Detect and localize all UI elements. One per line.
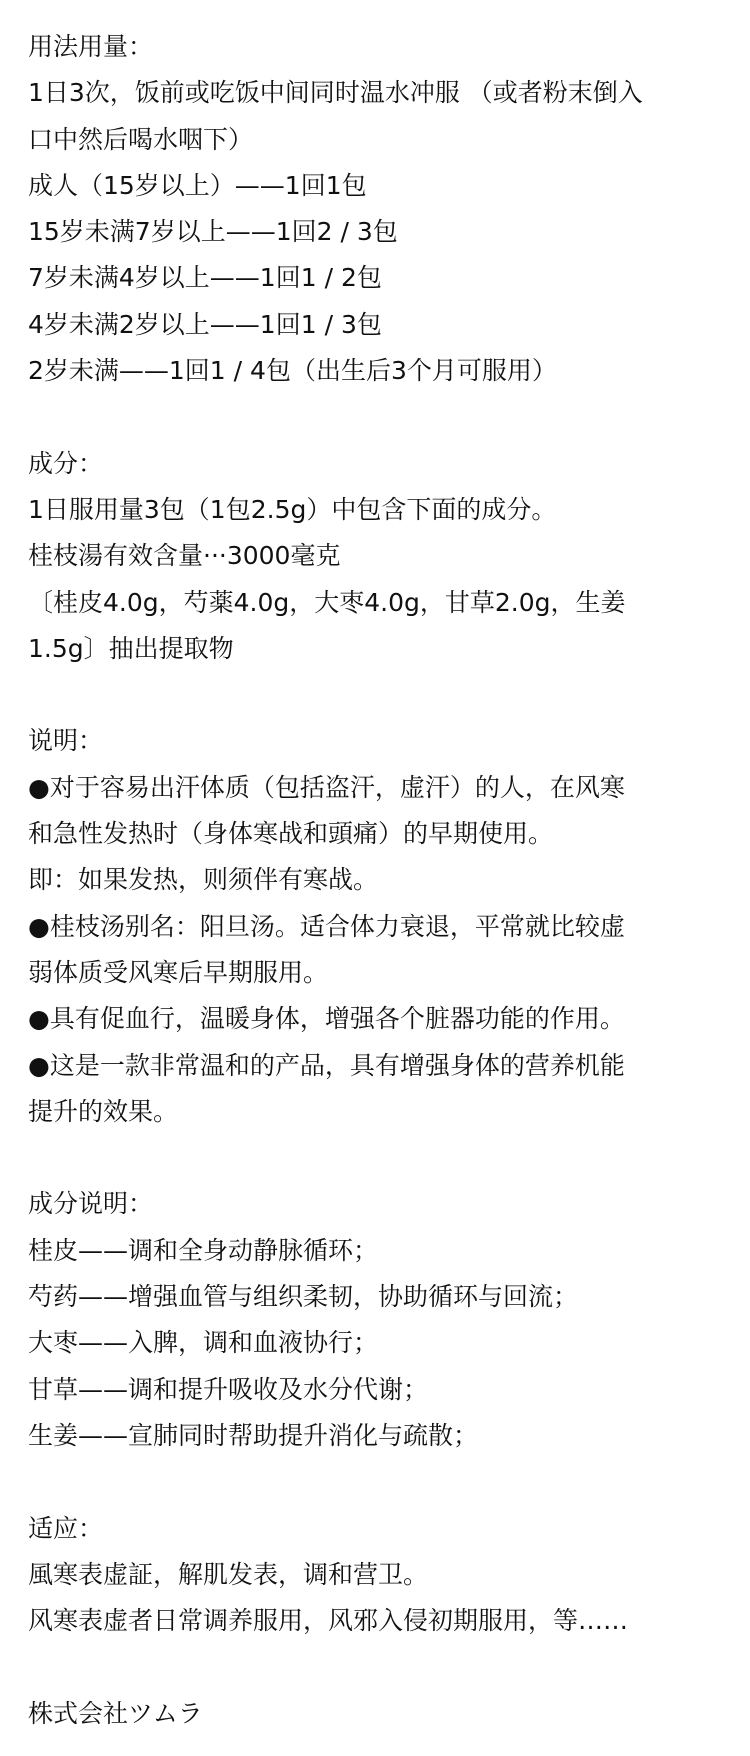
spacer xyxy=(28,1135,722,1181)
spacer xyxy=(28,672,722,718)
section-heading-description: 说明： xyxy=(28,726,104,756)
dosage-line: 15岁未满7岁以上——1回2 / 3包 xyxy=(28,217,398,247)
description-line: ●具有促血行，温暖身体，增强各个脏器功能的作用。 xyxy=(28,1004,625,1034)
ingredients-line: 1日服用量3包（1包2.5g）中包含下面的成分。 xyxy=(28,494,557,524)
dosage-line: 成人（15岁以上）——1回1包 xyxy=(28,170,367,200)
section-heading-indications: 适应： xyxy=(28,1513,104,1543)
section-heading-ingredients: 成分： xyxy=(28,448,104,478)
ingredient-note-line: 桂皮——调和全身动静脉循环； xyxy=(28,1235,379,1265)
ingredient-note-line: 甘草——调和提升吸收及水分代谢； xyxy=(28,1374,429,1404)
dosage-line: 2岁未满——1回1 / 4包（出生后3个月可服用） xyxy=(28,356,557,386)
indications-line: 风寒表虚者日常调养服用，风邪入侵初期服用，等…… xyxy=(28,1606,629,1636)
company-name: 株式会社ツムラ xyxy=(28,1698,203,1728)
indications-section xyxy=(28,1506,722,1645)
dosage-line: 7岁未满4岁以上——1回1 / 2包 xyxy=(28,263,382,293)
dosage-line: 1日3次，饭前或吃饭中间同时温水冲服 （或者粉末倒入 xyxy=(28,78,643,108)
description-line: 弱体质受风寒后早期服用。 xyxy=(28,957,329,987)
section-heading-dosage: 用法用量： xyxy=(28,32,154,61)
ingredients-section xyxy=(28,441,722,672)
description-line: ●桂枝汤别名：阳旦汤。适合体力衰退，平常就比较虚 xyxy=(28,911,625,941)
indications-line: 風寒表虚証，解肌发表，调和营卫。 xyxy=(28,1559,429,1589)
dosage-section xyxy=(28,24,722,394)
ingredient-notes-section xyxy=(28,1181,722,1459)
description-line: 提升的效果。 xyxy=(28,1096,179,1126)
section-heading-ingredient-notes: 成分说明： xyxy=(28,1189,154,1219)
ingredient-note-line: 生姜——宣肺同时帮助提升消化与疏散； xyxy=(28,1420,479,1450)
ingredient-note-line: 芍药——增强血管与组织柔韧，协助循环与回流； xyxy=(28,1282,579,1312)
ingredients-line: 1.5g〕抽出提取物 xyxy=(28,633,234,663)
ingredients-line: 〔桂皮4.0g，芍薬4.0g，大枣4.0g，甘草2.0g，生姜 xyxy=(28,587,626,617)
description-line: ●对于容易出汗体质（包括盗汗，虚汗）的人，在风寒 xyxy=(28,772,625,802)
dosage-line: 口中然后喝水咽下） xyxy=(28,124,254,154)
spacer xyxy=(28,1644,722,1690)
dosage-line: 4岁未满2岁以上——1回1 / 3包 xyxy=(28,309,382,339)
description-line: ●这是一款非常温和的产品，具有增强身体的营养机能 xyxy=(28,1050,625,1080)
description-section xyxy=(28,718,722,1135)
spacer xyxy=(28,1459,722,1505)
description-line: 即：如果发热，则须伴有寒战。 xyxy=(28,865,379,895)
description-line: 和急性发热时（身体寒战和頭痛）的早期使用。 xyxy=(28,819,554,849)
ingredients-line: 桂枝湯有效含量···3000毫克 xyxy=(28,541,341,571)
spacer xyxy=(28,394,722,440)
ingredient-note-line: 大枣——入脾，调和血液协行； xyxy=(28,1328,379,1358)
